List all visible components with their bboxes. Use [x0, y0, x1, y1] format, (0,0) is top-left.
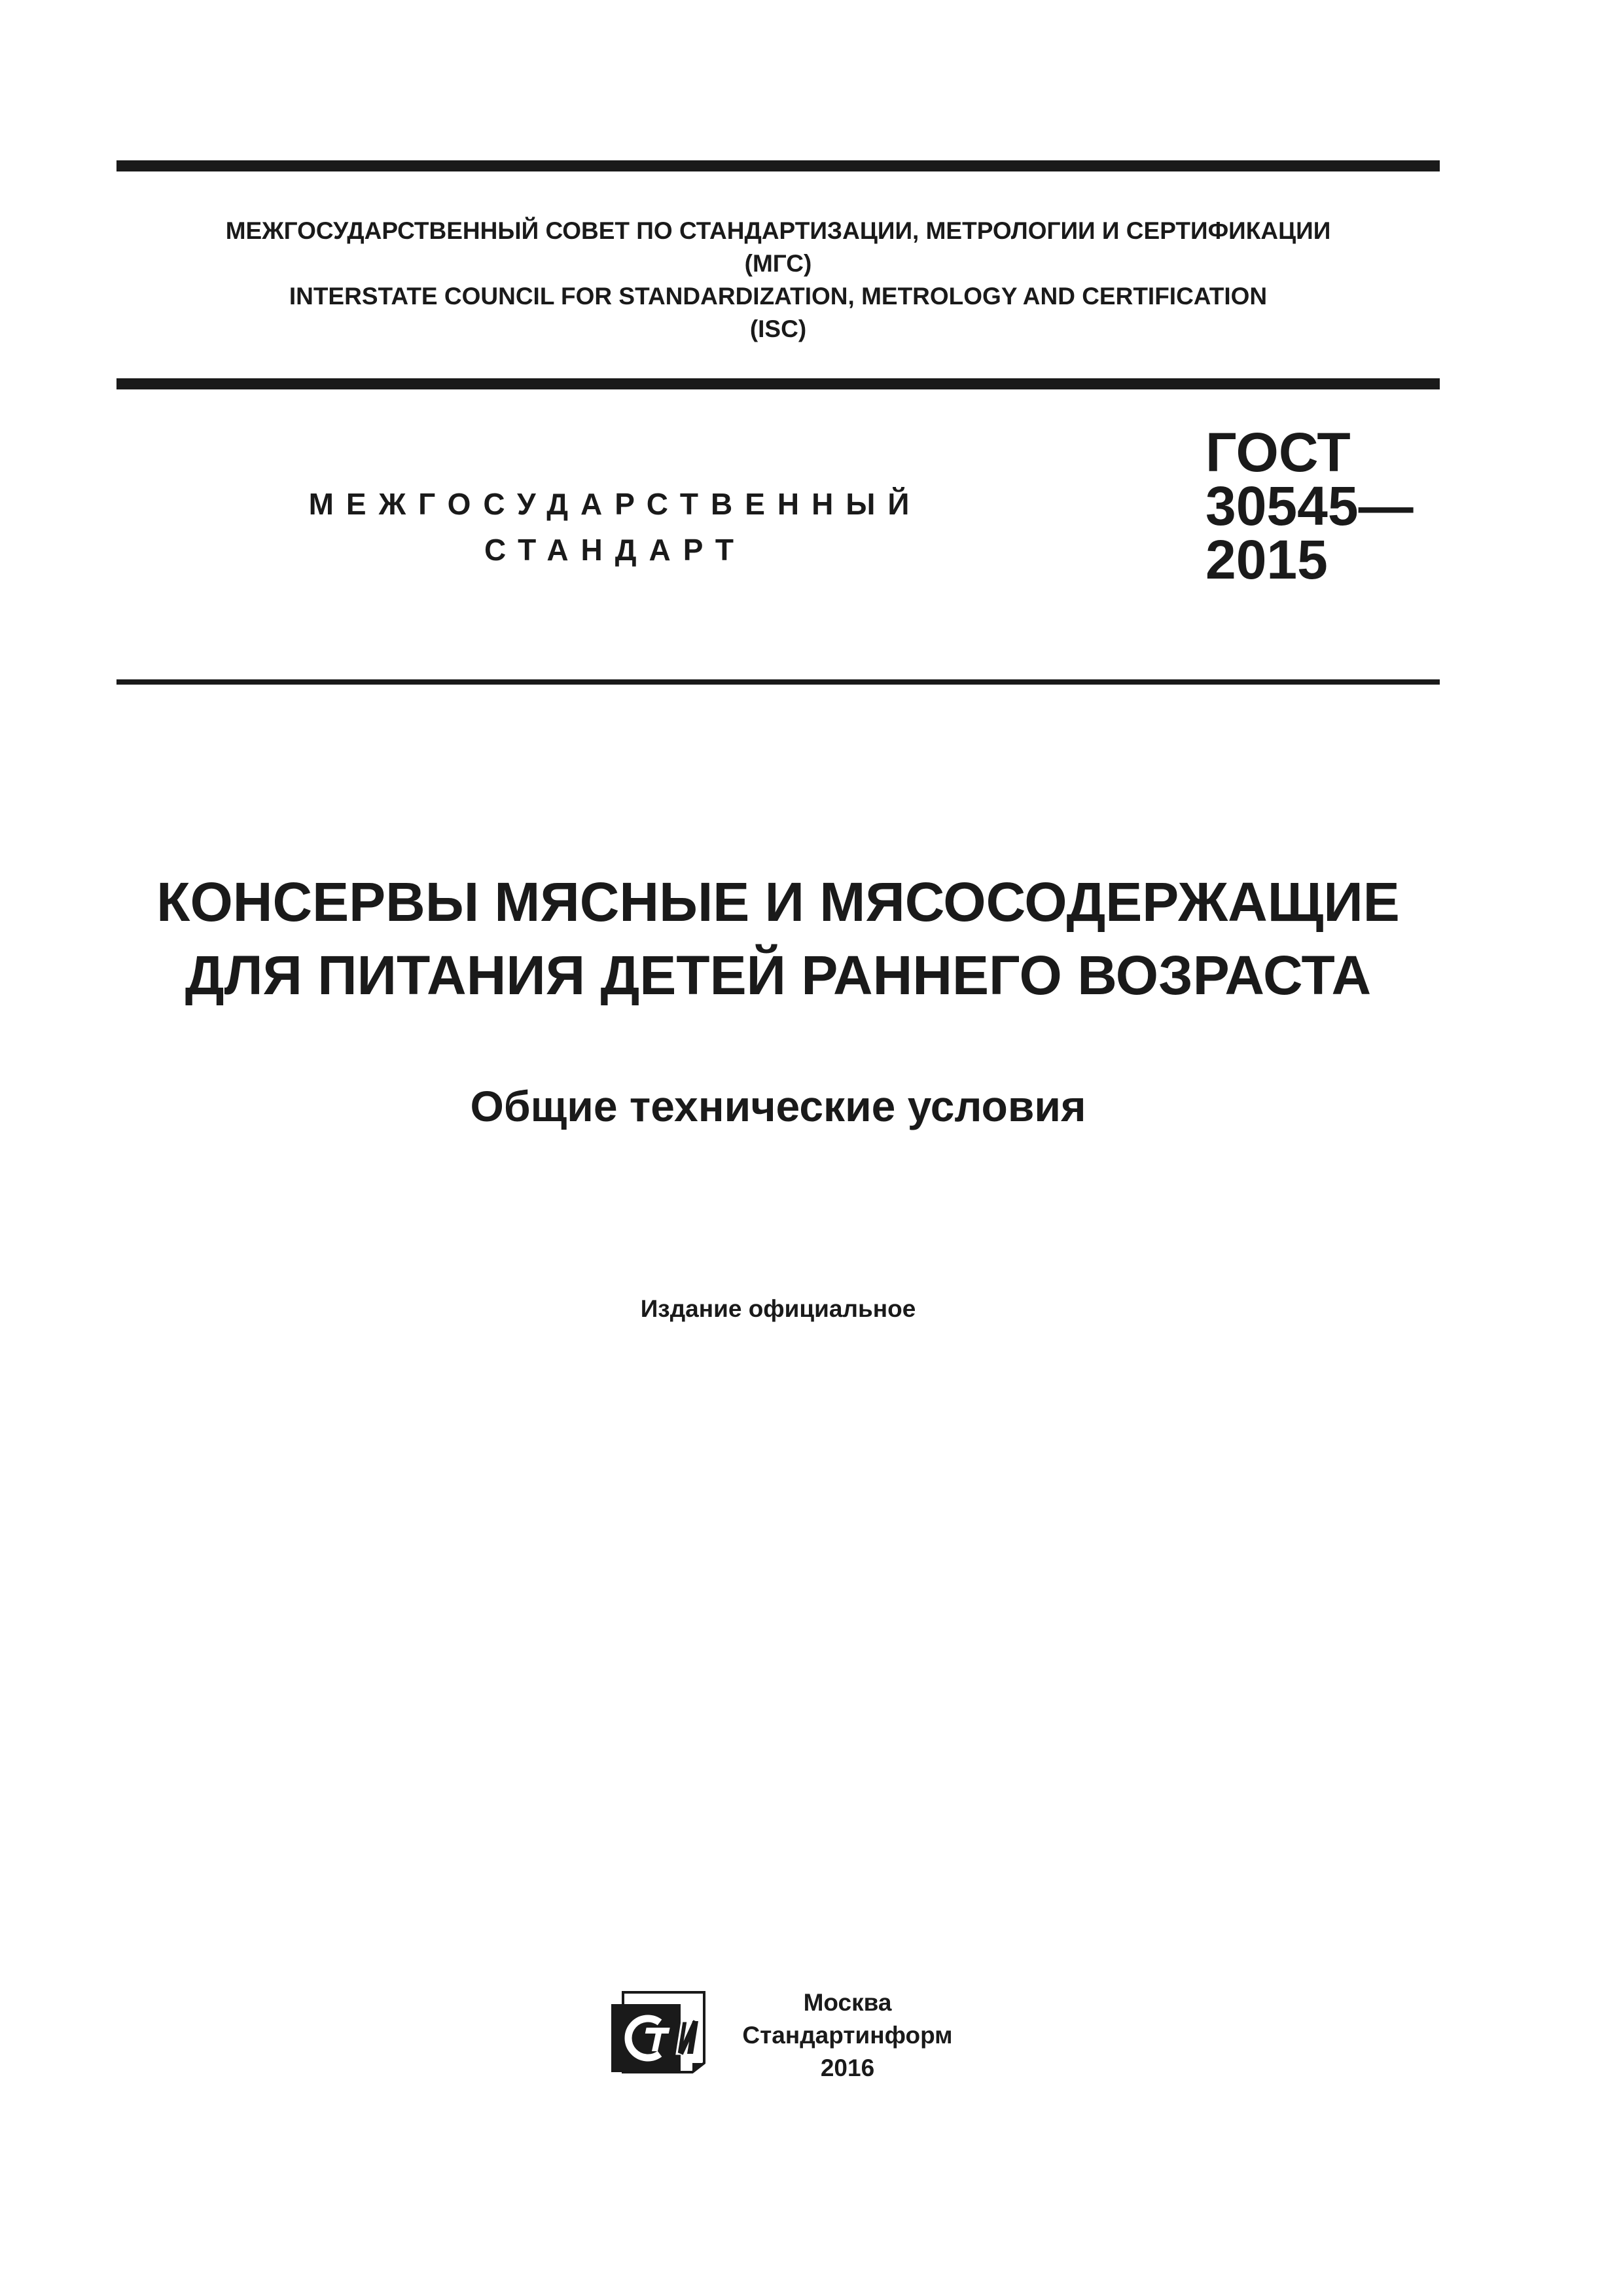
gost-prefix: ГОСТ: [1205, 422, 1351, 483]
edition-note: Издание официальное: [640, 1295, 916, 1322]
bottom-thin-rule: [116, 679, 1440, 685]
publisher-year: 2016: [820, 2054, 875, 2081]
document-title: [116, 865, 1440, 1012]
gost-number: 30545—: [1205, 475, 1414, 537]
document-title-line2: ДЛЯ ПИТАНИЯ ДЕТЕЙ РАННЕГО ВОЗРАСТА: [185, 944, 1372, 1006]
standartinform-logo-icon: [609, 1990, 707, 2075]
standard-type-line1: МЕЖГОСУДАРСТВЕННЫЙ: [308, 487, 922, 521]
council-name-en: INTERSTATE COUNCIL FOR STANDARDIZATION, METROLOGY AND CERTIFICATION: [289, 283, 1268, 310]
top-thick-rule: [116, 160, 1440, 171]
council-abbr-en: (ISC): [749, 315, 807, 342]
council-header: [116, 215, 1440, 346]
middle-thick-rule: [116, 378, 1440, 389]
publisher-city: Москва: [803, 1989, 892, 2016]
council-name-ru: МЕЖГОСУДАРСТВЕННЫЙ СОВЕТ ПО СТАНДАРТИЗАЦИИ, МЕТРОЛОГИИ И СЕРТИФИКАЦИИ: [225, 217, 1331, 244]
standard-type-line2: СТАНДАРТ: [484, 533, 746, 567]
publisher-name: Стандартинформ: [742, 2022, 953, 2049]
council-abbr-ru: (МГС): [744, 250, 812, 277]
document-subtitle: Общие технические условия: [470, 1082, 1086, 1130]
gost-year: 2015: [1205, 529, 1328, 590]
gost-designation: [1205, 422, 1414, 590]
standard-type-label: [288, 481, 942, 573]
publisher-block: [717, 1986, 978, 2085]
document-title-line1: КОНСЕРВЫ МЯСНЫЕ И МЯСОСОДЕРЖАЩИЕ: [156, 871, 1400, 933]
